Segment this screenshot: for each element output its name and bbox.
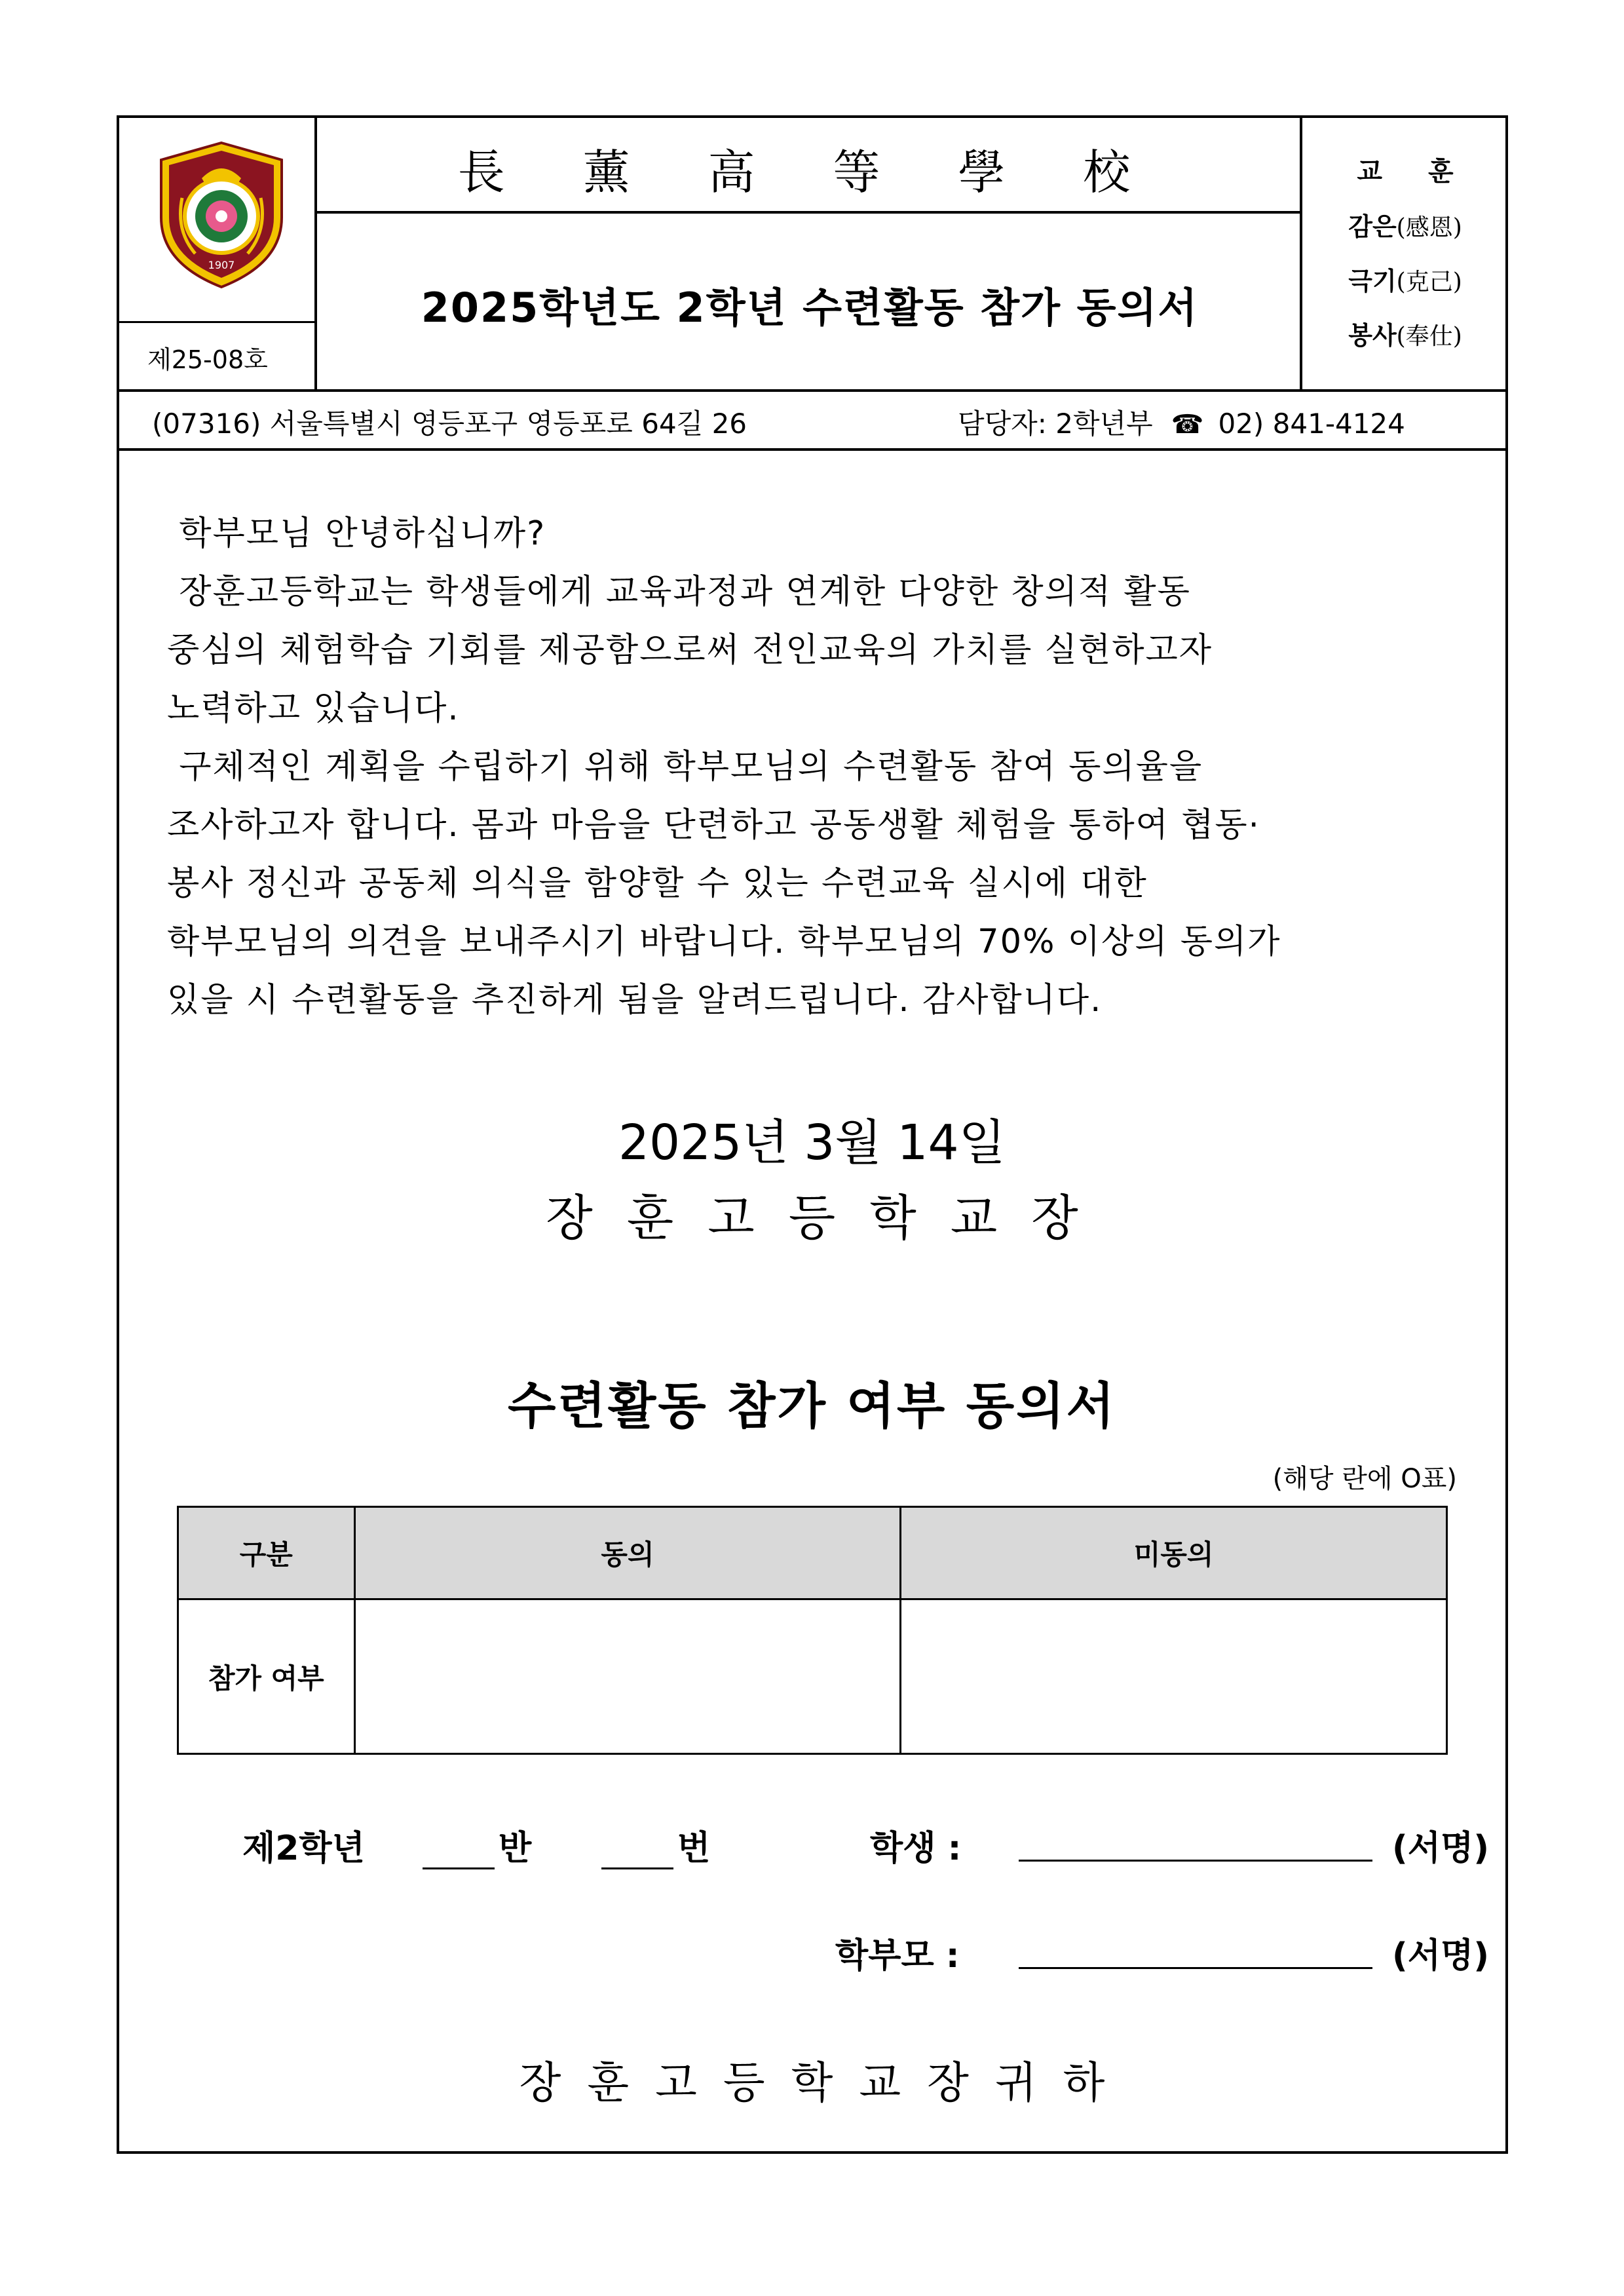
info-bottom-rule xyxy=(117,448,1508,451)
disagree-mark-cell[interactable] xyxy=(901,1599,1447,1754)
emblem-year: 1907 xyxy=(208,259,235,271)
contact-label: 담당자: 2학년부 xyxy=(958,408,1153,440)
agree-mark-cell[interactable] xyxy=(354,1599,901,1754)
number-blank[interactable] xyxy=(601,1836,673,1869)
parent-label: 학부모 : xyxy=(835,1936,960,1976)
letter-line: 학부모님 안녕하십니까? xyxy=(167,514,546,553)
school-address: (07316) 서울특별시 영등포구 영등포로 64길 26 xyxy=(152,408,747,440)
parent-signature-label: (서명) xyxy=(1392,1936,1489,1976)
student-signature-label: (서명) xyxy=(1392,1829,1489,1868)
number-field[interactable] xyxy=(601,1820,710,1869)
class-label: 반 xyxy=(499,1829,532,1868)
contact-info xyxy=(958,402,1405,442)
table-row xyxy=(178,1599,1447,1754)
document-number: 제25-08호 xyxy=(147,345,268,374)
addressee: 장훈고등학교장귀하 xyxy=(519,2057,1131,2108)
header-divider-left xyxy=(314,115,317,391)
school-name: 長 薰 高 等 學 校 xyxy=(457,145,1162,200)
class-field[interactable] xyxy=(423,1820,531,1869)
school-emblem-icon xyxy=(156,139,287,290)
table-header-row xyxy=(178,1507,1447,1599)
consent-title: 수련활동 참가 여부 동의서 xyxy=(508,1377,1116,1435)
logo-divider xyxy=(117,321,316,323)
letter-line: 조사하고자 합니다. 몸과 마음을 단련하고 공동생활 체험을 통하여 협동· xyxy=(167,806,1260,845)
parent-signature-line[interactable] xyxy=(1019,1967,1372,1969)
letter-line: 학부모님의 의견을 보내주시기 바랍니다. 학부모님의 70% 이상의 동의가 xyxy=(167,923,1281,961)
consent-instruction: (해당 란에 O표) xyxy=(1272,1464,1457,1494)
motto-item: 봉사(奉仕) xyxy=(1348,321,1462,350)
letter-line: 중심의 체험학습 기회를 제공함으로써 전인교육의 가치를 실현하고자 xyxy=(167,631,1213,670)
letter-line: 노력하고 있습니다. xyxy=(167,689,460,728)
letter-line: 구체적인 계획을 수립하기 위해 학부모님의 수련활동 참여 동의율을 xyxy=(167,748,1203,786)
header-bottom-rule xyxy=(117,389,1508,392)
motto-heading: 교 훈 xyxy=(1357,157,1472,187)
consent-table xyxy=(177,1506,1448,1755)
participation-label: 참가 여부 xyxy=(178,1599,355,1754)
telephone-icon: ☎ xyxy=(1171,410,1204,440)
number-label: 번 xyxy=(677,1829,711,1868)
phone-number: 02) 841-4124 xyxy=(1218,408,1405,440)
header-category: 구분 xyxy=(178,1507,355,1599)
letter-line: 봉사 정신과 공동체 의식을 함양할 수 있는 수련교육 실시에 대한 xyxy=(167,864,1148,903)
form-title: 2025학년도 2학년 수련활동 참가 동의서 xyxy=(421,284,1199,332)
student-signature-line[interactable] xyxy=(1019,1860,1372,1862)
letter-line: 장훈고등학교는 학생들에게 교육과정과 연계한 다양한 창의적 활동 xyxy=(167,573,1191,611)
letter-date: 2025년 3월 14일 xyxy=(618,1115,1006,1171)
letter-signer: 장훈고등학교장 xyxy=(546,1190,1112,1246)
motto-item: 극기(克己) xyxy=(1348,267,1462,296)
title-divider xyxy=(314,211,1301,214)
letter-line: 있을 시 수련활동을 추진하게 됨을 알려드립니다. 감사합니다. xyxy=(167,981,1103,1020)
student-label: 학생 : xyxy=(870,1829,962,1868)
class-blank[interactable] xyxy=(423,1836,495,1869)
school-motto xyxy=(1304,151,1507,351)
motto-item: 감은(感恩) xyxy=(1348,212,1462,241)
header-agree: 동의 xyxy=(354,1507,901,1599)
grade-label: 제2학년 xyxy=(242,1829,365,1868)
letter-body xyxy=(167,505,1497,1029)
header-disagree: 미동의 xyxy=(901,1507,1447,1599)
